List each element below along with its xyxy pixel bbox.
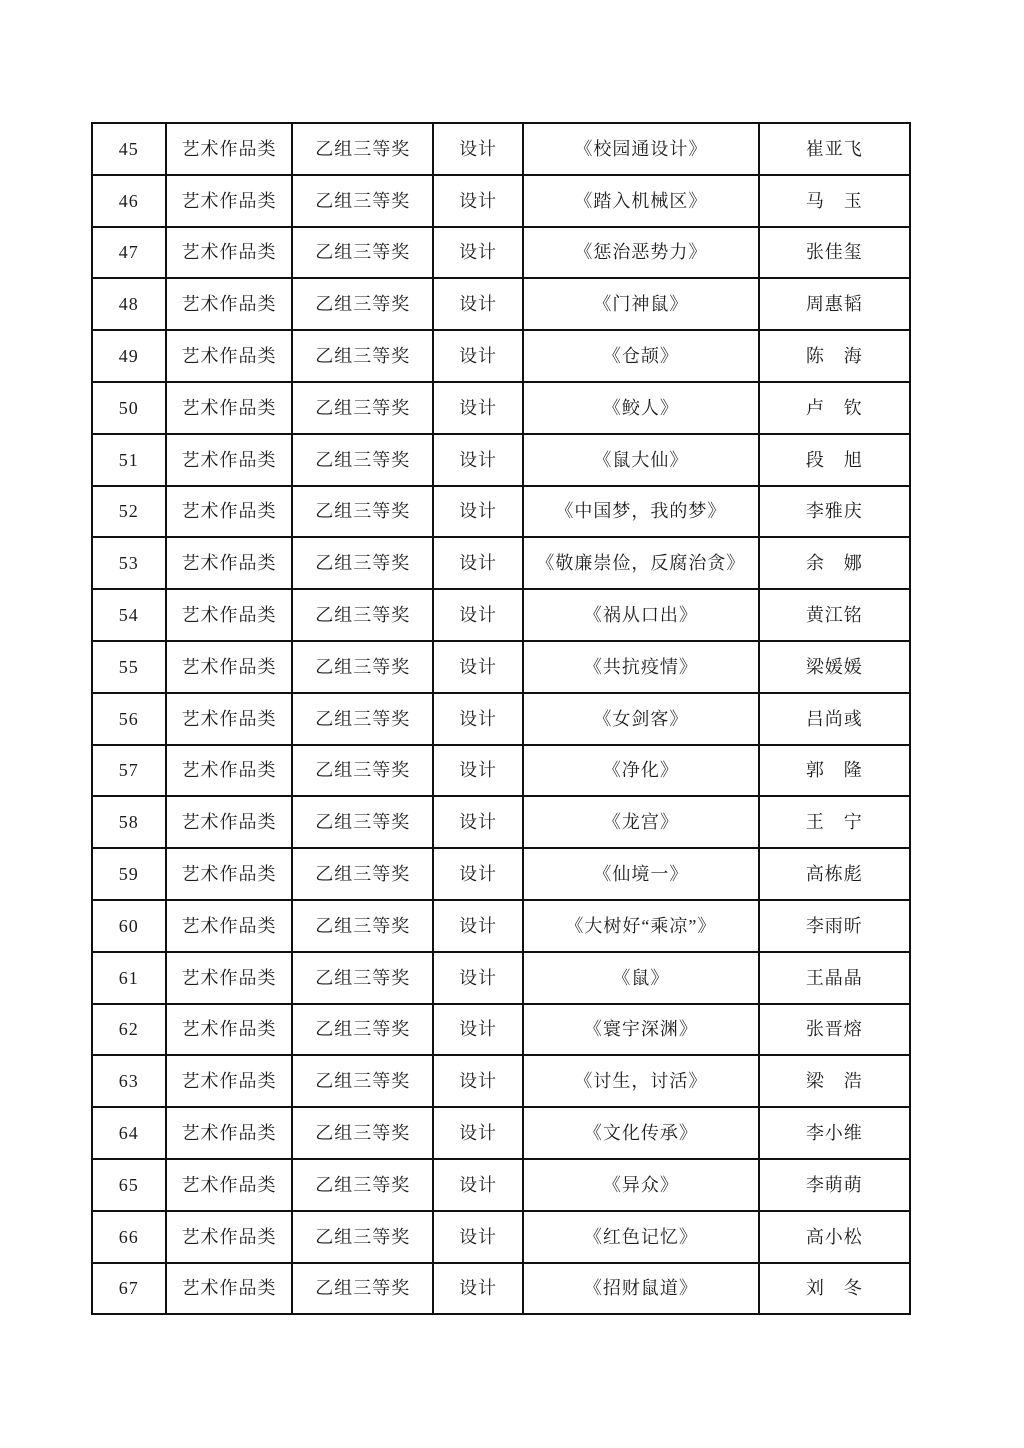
cell-work-type: 设计 xyxy=(433,693,523,745)
cell-category: 艺术作品类 xyxy=(166,796,293,848)
cell-category: 艺术作品类 xyxy=(166,434,293,486)
cell-award-level: 乙组三等奖 xyxy=(292,1263,433,1315)
cell-author-name: 李雅庆 xyxy=(759,486,910,538)
cell-category: 艺术作品类 xyxy=(166,330,293,382)
cell-work-type: 设计 xyxy=(433,589,523,641)
cell-work-title: 《校园通设计》 xyxy=(523,123,759,175)
table-row xyxy=(92,1107,910,1159)
table-row xyxy=(92,900,910,952)
cell-author-name: 马 玉 xyxy=(759,175,910,227)
cell-author-name: 王晶晶 xyxy=(759,952,910,1004)
cell-category: 艺术作品类 xyxy=(166,1159,293,1211)
cell-award-level: 乙组三等奖 xyxy=(292,1107,433,1159)
cell-award-level: 乙组三等奖 xyxy=(292,278,433,330)
cell-author-name: 高小松 xyxy=(759,1211,910,1263)
cell-award-level: 乙组三等奖 xyxy=(292,330,433,382)
table-row xyxy=(92,1004,910,1056)
cell-row-number: 59 xyxy=(92,848,166,900)
cell-work-type: 设计 xyxy=(433,123,523,175)
cell-category: 艺术作品类 xyxy=(166,641,293,693)
cell-author-name: 崔亚飞 xyxy=(759,123,910,175)
cell-category: 艺术作品类 xyxy=(166,382,293,434)
cell-award-level: 乙组三等奖 xyxy=(292,848,433,900)
cell-award-level: 乙组三等奖 xyxy=(292,745,433,797)
table-row xyxy=(92,382,910,434)
cell-work-title: 《大树好“乘凉”》 xyxy=(523,900,759,952)
cell-row-number: 53 xyxy=(92,537,166,589)
cell-row-number: 64 xyxy=(92,1107,166,1159)
cell-row-number: 47 xyxy=(92,227,166,279)
cell-category: 艺术作品类 xyxy=(166,1004,293,1056)
cell-author-name: 李萌萌 xyxy=(759,1159,910,1211)
table-row xyxy=(92,641,910,693)
cell-work-title: 《共抗疫情》 xyxy=(523,641,759,693)
cell-row-number: 56 xyxy=(92,693,166,745)
awards-table-body xyxy=(92,123,910,1314)
cell-award-level: 乙组三等奖 xyxy=(292,589,433,641)
cell-category: 艺术作品类 xyxy=(166,1055,293,1107)
cell-author-name: 吕尚彧 xyxy=(759,693,910,745)
cell-work-title: 《寰宇深渊》 xyxy=(523,1004,759,1056)
cell-category: 艺术作品类 xyxy=(166,1211,293,1263)
cell-author-name: 郭 隆 xyxy=(759,745,910,797)
cell-category: 艺术作品类 xyxy=(166,952,293,1004)
cell-work-title: 《红色记忆》 xyxy=(523,1211,759,1263)
cell-work-type: 设计 xyxy=(433,486,523,538)
cell-work-title: 《文化传承》 xyxy=(523,1107,759,1159)
cell-award-level: 乙组三等奖 xyxy=(292,382,433,434)
cell-author-name: 刘 冬 xyxy=(759,1263,910,1315)
cell-work-type: 设计 xyxy=(433,745,523,797)
cell-row-number: 63 xyxy=(92,1055,166,1107)
cell-work-type: 设计 xyxy=(433,382,523,434)
cell-row-number: 51 xyxy=(92,434,166,486)
cell-award-level: 乙组三等奖 xyxy=(292,1159,433,1211)
cell-award-level: 乙组三等奖 xyxy=(292,900,433,952)
table-row xyxy=(92,278,910,330)
cell-author-name: 高栋彪 xyxy=(759,848,910,900)
cell-work-type: 设计 xyxy=(433,1107,523,1159)
cell-row-number: 62 xyxy=(92,1004,166,1056)
cell-award-level: 乙组三等奖 xyxy=(292,952,433,1004)
cell-work-type: 设计 xyxy=(433,434,523,486)
cell-row-number: 66 xyxy=(92,1211,166,1263)
cell-work-title: 《仓颉》 xyxy=(523,330,759,382)
cell-author-name: 黄江铭 xyxy=(759,589,910,641)
table-row xyxy=(92,1263,910,1315)
cell-work-type: 设计 xyxy=(433,1263,523,1315)
cell-row-number: 60 xyxy=(92,900,166,952)
table-row xyxy=(92,537,910,589)
cell-award-level: 乙组三等奖 xyxy=(292,1211,433,1263)
table-row xyxy=(92,952,910,1004)
cell-work-title: 《祸从口出》 xyxy=(523,589,759,641)
cell-category: 艺术作品类 xyxy=(166,486,293,538)
cell-work-type: 设计 xyxy=(433,175,523,227)
table-row xyxy=(92,848,910,900)
cell-work-type: 设计 xyxy=(433,796,523,848)
cell-author-name: 余 娜 xyxy=(759,537,910,589)
cell-award-level: 乙组三等奖 xyxy=(292,693,433,745)
cell-author-name: 梁媛媛 xyxy=(759,641,910,693)
cell-author-name: 张晋熔 xyxy=(759,1004,910,1056)
cell-work-type: 设计 xyxy=(433,278,523,330)
cell-work-type: 设计 xyxy=(433,641,523,693)
table-row xyxy=(92,796,910,848)
cell-work-type: 设计 xyxy=(433,227,523,279)
cell-work-title: 《仙境一》 xyxy=(523,848,759,900)
table-row xyxy=(92,589,910,641)
cell-row-number: 57 xyxy=(92,745,166,797)
cell-category: 艺术作品类 xyxy=(166,537,293,589)
cell-author-name: 陈 海 xyxy=(759,330,910,382)
cell-work-title: 《异众》 xyxy=(523,1159,759,1211)
table-row xyxy=(92,434,910,486)
cell-author-name: 段 旭 xyxy=(759,434,910,486)
cell-work-type: 设计 xyxy=(433,1211,523,1263)
table-row xyxy=(92,330,910,382)
cell-work-title: 《踏入机械区》 xyxy=(523,175,759,227)
table-row xyxy=(92,745,910,797)
cell-award-level: 乙组三等奖 xyxy=(292,123,433,175)
table-row xyxy=(92,1055,910,1107)
cell-work-title: 《鲛人》 xyxy=(523,382,759,434)
table-row xyxy=(92,1159,910,1211)
cell-row-number: 45 xyxy=(92,123,166,175)
cell-row-number: 61 xyxy=(92,952,166,1004)
cell-category: 艺术作品类 xyxy=(166,278,293,330)
cell-row-number: 46 xyxy=(92,175,166,227)
awards-table-wrap xyxy=(91,122,911,1315)
cell-work-title: 《门神鼠》 xyxy=(523,278,759,330)
cell-work-title: 《招财鼠道》 xyxy=(523,1263,759,1315)
cell-category: 艺术作品类 xyxy=(166,693,293,745)
cell-work-title: 《净化》 xyxy=(523,745,759,797)
cell-award-level: 乙组三等奖 xyxy=(292,175,433,227)
cell-category: 艺术作品类 xyxy=(166,1107,293,1159)
cell-award-level: 乙组三等奖 xyxy=(292,1055,433,1107)
table-row xyxy=(92,486,910,538)
cell-work-title: 《鼠大仙》 xyxy=(523,434,759,486)
cell-author-name: 周惠韬 xyxy=(759,278,910,330)
cell-category: 艺术作品类 xyxy=(166,745,293,797)
cell-author-name: 张佳玺 xyxy=(759,227,910,279)
cell-row-number: 48 xyxy=(92,278,166,330)
table-row xyxy=(92,1211,910,1263)
cell-work-title: 《女剑客》 xyxy=(523,693,759,745)
cell-work-title: 《龙宫》 xyxy=(523,796,759,848)
cell-row-number: 67 xyxy=(92,1263,166,1315)
table-row xyxy=(92,123,910,175)
cell-author-name: 王 宁 xyxy=(759,796,910,848)
cell-award-level: 乙组三等奖 xyxy=(292,227,433,279)
cell-work-type: 设计 xyxy=(433,848,523,900)
cell-category: 艺术作品类 xyxy=(166,900,293,952)
table-row xyxy=(92,175,910,227)
cell-work-type: 设计 xyxy=(433,330,523,382)
cell-author-name: 卢 钦 xyxy=(759,382,910,434)
cell-award-level: 乙组三等奖 xyxy=(292,641,433,693)
awards-table xyxy=(91,122,911,1315)
cell-category: 艺术作品类 xyxy=(166,123,293,175)
cell-award-level: 乙组三等奖 xyxy=(292,1004,433,1056)
cell-work-title: 《敬廉崇俭，反腐治贪》 xyxy=(523,537,759,589)
cell-author-name: 梁 浩 xyxy=(759,1055,910,1107)
cell-author-name: 李小维 xyxy=(759,1107,910,1159)
cell-work-type: 设计 xyxy=(433,1159,523,1211)
cell-row-number: 52 xyxy=(92,486,166,538)
cell-award-level: 乙组三等奖 xyxy=(292,796,433,848)
cell-work-type: 设计 xyxy=(433,1004,523,1056)
cell-category: 艺术作品类 xyxy=(166,848,293,900)
cell-work-type: 设计 xyxy=(433,537,523,589)
cell-category: 艺术作品类 xyxy=(166,175,293,227)
cell-row-number: 65 xyxy=(92,1159,166,1211)
cell-work-type: 设计 xyxy=(433,1055,523,1107)
cell-row-number: 54 xyxy=(92,589,166,641)
table-row xyxy=(92,693,910,745)
cell-row-number: 49 xyxy=(92,330,166,382)
cell-category: 艺术作品类 xyxy=(166,589,293,641)
cell-work-type: 设计 xyxy=(433,900,523,952)
cell-award-level: 乙组三等奖 xyxy=(292,486,433,538)
cell-work-title: 《讨生，讨活》 xyxy=(523,1055,759,1107)
table-row xyxy=(92,227,910,279)
cell-work-title: 《中国梦，我的梦》 xyxy=(523,486,759,538)
cell-work-title: 《惩治恶势力》 xyxy=(523,227,759,279)
cell-award-level: 乙组三等奖 xyxy=(292,434,433,486)
cell-category: 艺术作品类 xyxy=(166,1263,293,1315)
cell-row-number: 50 xyxy=(92,382,166,434)
cell-author-name: 李雨昕 xyxy=(759,900,910,952)
cell-category: 艺术作品类 xyxy=(166,227,293,279)
cell-work-type: 设计 xyxy=(433,952,523,1004)
cell-award-level: 乙组三等奖 xyxy=(292,537,433,589)
cell-row-number: 55 xyxy=(92,641,166,693)
cell-work-title: 《鼠》 xyxy=(523,952,759,1004)
cell-row-number: 58 xyxy=(92,796,166,848)
